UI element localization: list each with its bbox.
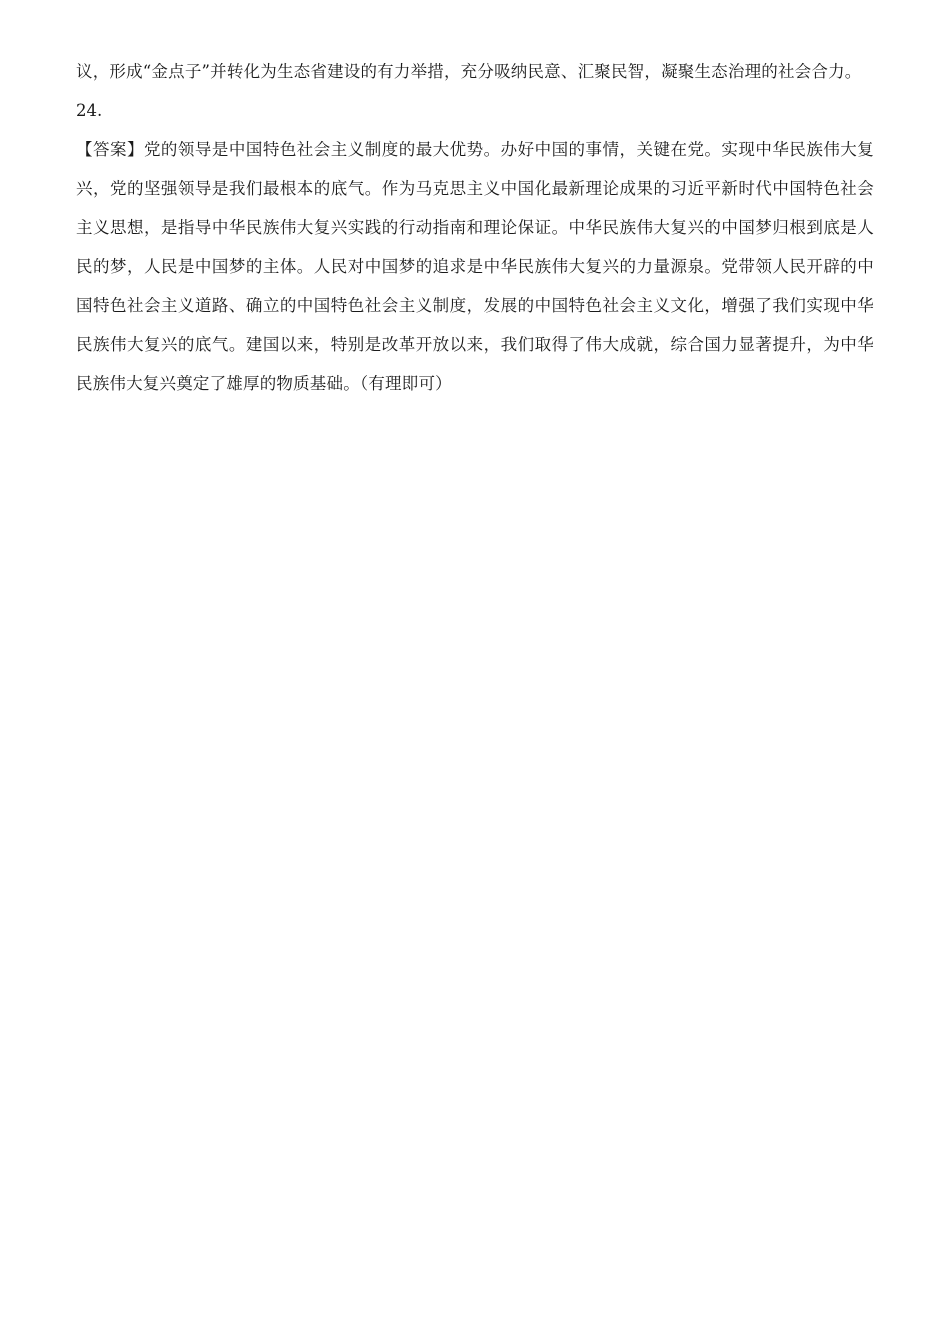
continued-paragraph: 议，形成“金点子”并转化为生态省建设的有力举措，充分吸纳民意、汇聚民智，凝聚生态治理的社会合力。	[76, 62, 862, 81]
answer-paragraph: 【答案】党的领导是中国特色社会主义制度的最大优势。办好中国的事情，关键在党。实现中华民族伟大复兴，党的坚强领导是我们最根本的底气。作为马克思主义中国化最新理论成果的习近平新时代中国特色社会主义思想，是指导中华民族伟大复兴实践的行动指南和理论保证。中华民族伟大复兴的中国梦归根到底是人民的梦，人民是中国梦的主体。人民对中国梦的追求是中华民族伟大复兴的力量源泉。党带领人民开辟的中国特色社会主义道路、确立的中国特色社会主义制度，发展的中国特色社会主义文化，增强了我们实现中华民族伟大复兴的底气。建国以来，特别是改革开放以来，我们取得了伟大成就，综合国力显著提升，为中华民族伟大复兴奠定了雄厚的物质基础。（有理即可）	[76, 140, 874, 393]
page-whitespace	[76, 403, 874, 404]
question-number: 24.	[76, 101, 103, 120]
document-body	[76, 52, 874, 404]
